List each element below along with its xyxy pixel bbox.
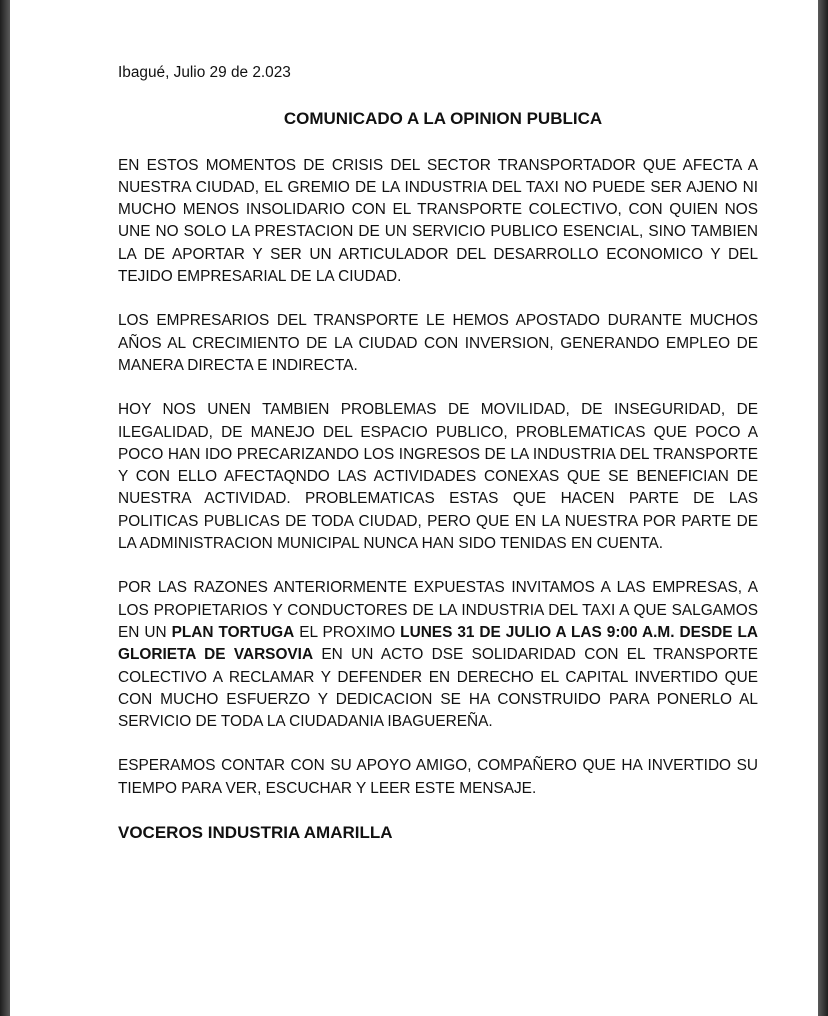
paragraph-crisis: EN ESTOS MOMENTOS DE CRISIS DEL SECTOR TRANSPORTADOR QUE AFECTA A NUESTRA CIUDAD, EL GREMIO DE LA INDUSTRIA DEL TAXI NO PUEDE SER AJENO NI MUCHO MENOS INSOLIDARIO CON EL TRANSPORTE COLECTIVO, CON QUIEN NOS UNE NO SOLO LA PRESTACION DE UN SERVICIO PUBLICO ESENCIAL, SINO TAMBIEN LA DE APORTAR Y SER UN ARTICULADOR DEL DESARROLLO ECONOMICO Y DEL TEJIDO EMPRESARIAL DE LA CIUDAD. xyxy=(118,156,758,286)
photo-edge-left xyxy=(0,0,10,1016)
paragraph-invitacion xyxy=(118,577,758,733)
date-line: Ibagué, Julio 29 de 2.023 xyxy=(118,64,291,81)
signature: VOCEROS INDUSTRIA AMARILLA xyxy=(118,823,393,843)
event-date-location-highlight: LUNES 31 DE JULIO A LAS 9:00 A.M. DESDE LA GLORIETA DE VARSOVIA xyxy=(118,623,758,664)
document-title: COMUNICADO A LA OPINION PUBLICA xyxy=(283,109,603,129)
document-body xyxy=(118,62,758,861)
document-page xyxy=(10,0,818,1016)
invitation-text-3: EN UN ACTO DSE SOLIDARIDAD CON EL TRANSPORTE COLECTIVO A RECLAMAR Y DEFENDER EN DERECHO EL CAPITAL INVERTIDO QUE CON MUCHO ESFUERZO Y DEDICACION SE HA CONSTRUIDO PARA PONERLO AL SERVICIO DE TODA LA CIUDADANIA IBAGUEREÑA. xyxy=(118,646,758,731)
paragraph-problemas: HOY NOS UNEN TAMBIEN PROBLEMAS DE MOVILIDAD, DE INSEGURIDAD, DE ILEGALIDAD, DE MANEJO DEL ESPACIO PUBLICO, PROBLEMATICAS QUE POCO A POCO HAN IDO PRECARIZANDO LOS INGRESOS DE LA INDUSTRIA DEL TRANSPORTE Y CON ELLO AFECTAQNDO LAS ACTIVIDADES CONEXAS QUE SE BENEFICIAN DE NUESTRA ACTIVIDAD. PROBLEMATICAS ESTAS QUE HACEN PARTE DE LAS POLITICAS PUBLICAS DE TODA CIUDAD, PERO QUE EN LA NUESTRA POR PARTE DE LA ADMINISTRACION MUNICIPAL NUNCA HAN SIDO TENIDAS EN CUENTA. xyxy=(118,401,758,553)
paragraph-empresarios: LOS EMPRESARIOS DEL TRANSPORTE LE HEMOS APOSTADO DURANTE MUCHOS AÑOS AL CRECIMIENTO DE LA CIUDAD CON INVERSION, GENERANDO EMPLEO DE MANERA DIRECTA E INDIRECTA. xyxy=(118,312,758,374)
paragraph-apoyo: ESPERAMOS CONTAR CON SU APOYO AMIGO, COMPAÑERO QUE HA INVERTIDO SU TIEMPO PARA VER, ESCUCHAR Y LEER ESTE MENSAJE. xyxy=(118,757,758,797)
plan-tortuga-highlight: PLAN TORTUGA xyxy=(171,623,295,641)
invitation-text-2: EL PROXIMO xyxy=(294,623,401,641)
photo-edge-right xyxy=(818,0,828,1016)
invitation-text-1: POR LAS RAZONES ANTERIORMENTE EXPUESTAS INVITAMOS A LAS EMPRESAS, A LOS PROPIETARIOS Y CONDUCTORES DE LA INDUSTRIA DEL TAXI A QUE SALGAMOS EN UN xyxy=(118,579,758,641)
